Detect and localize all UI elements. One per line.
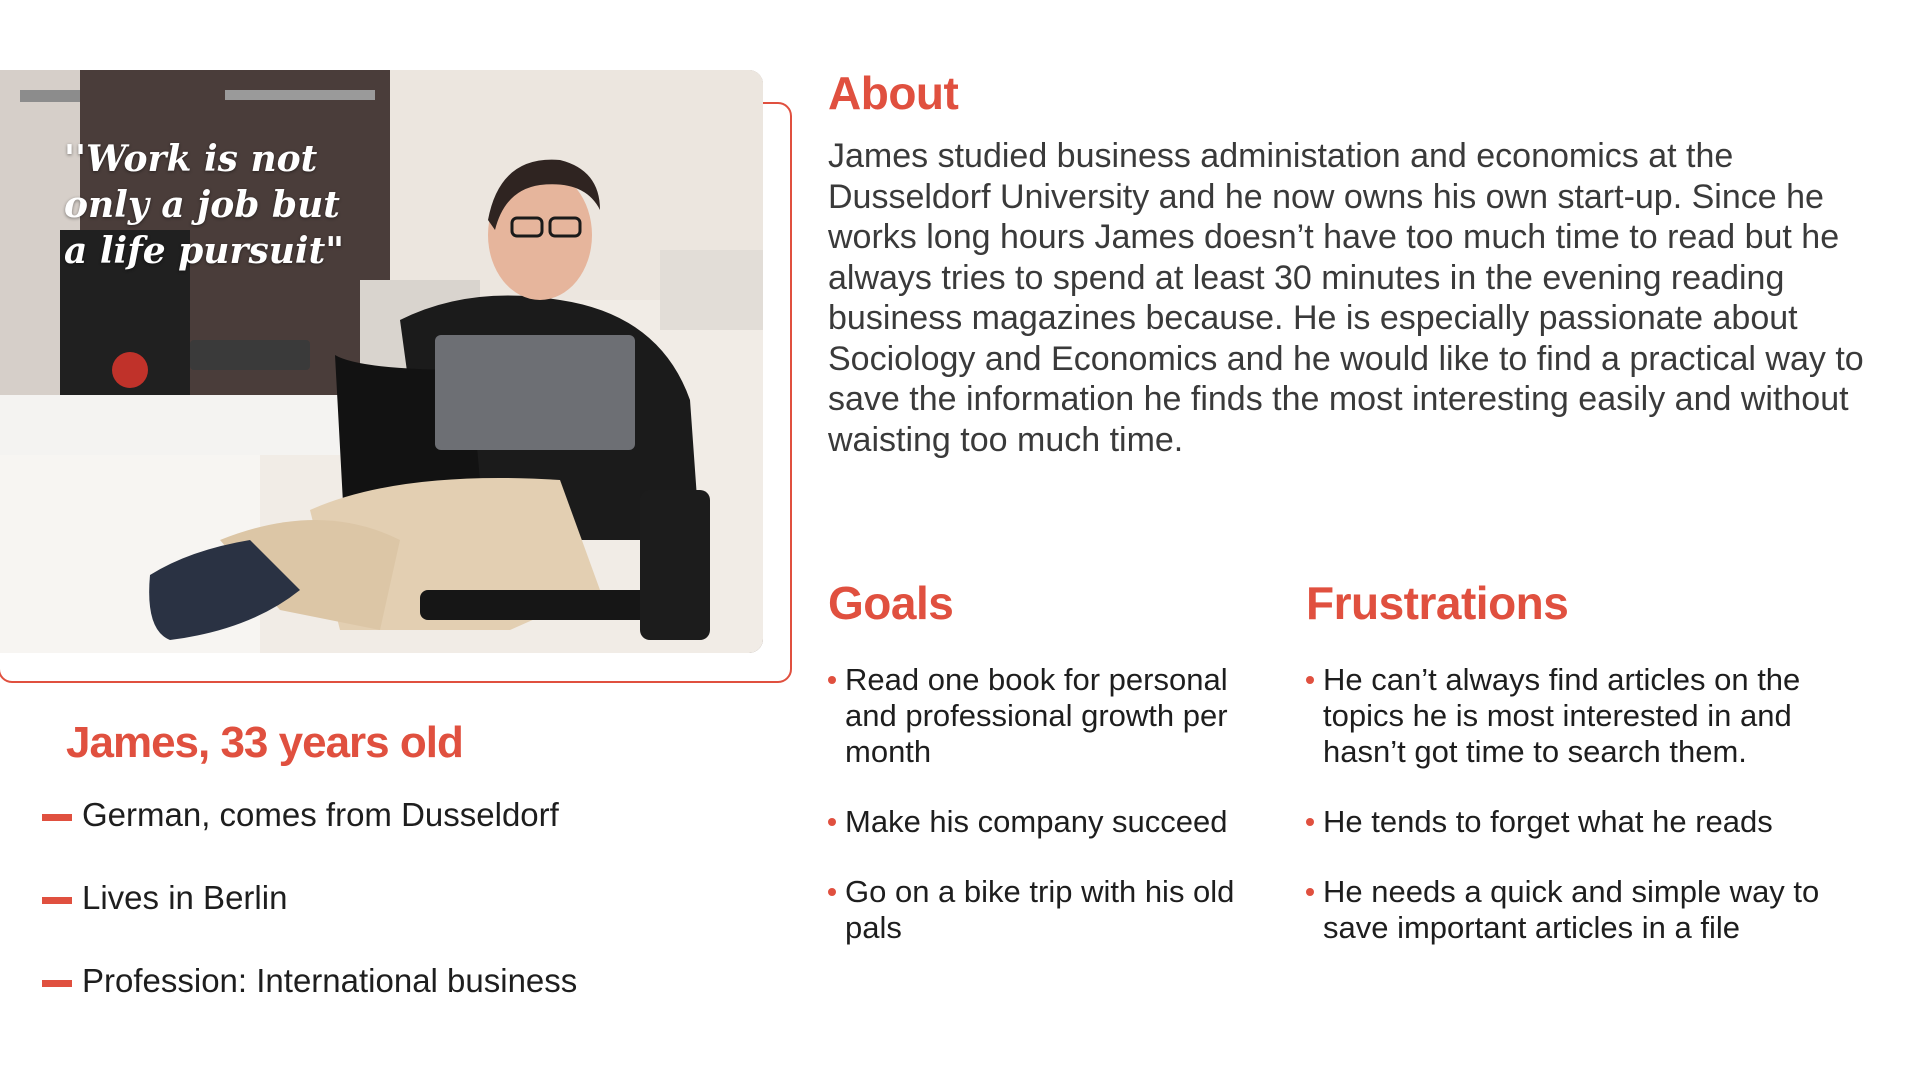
dash-bullet-icon <box>42 814 72 821</box>
frustration-item: He can’t always find articles on the topics he is most interested in and hasn’t got time to search them. <box>1306 662 1876 770</box>
dot-bullet-icon <box>828 676 836 684</box>
persona-quote: ''Work is not only a job but a life pursuit" <box>64 138 344 272</box>
dot-bullet-icon <box>1306 676 1314 684</box>
dot-bullet-icon <box>1306 818 1314 826</box>
goals-heading: Goals <box>828 577 954 629</box>
frustration-item: He needs a quick and simple way to save important articles in a file <box>1306 874 1876 946</box>
dot-bullet-icon <box>828 888 836 896</box>
fact-item: Lives in Berlin <box>42 878 577 961</box>
goal-item: Make his company succeed <box>828 804 1248 840</box>
dot-bullet-icon <box>1306 888 1314 896</box>
persona-facts-list <box>42 795 577 1044</box>
frustration-item: He tends to forget what he reads <box>1306 804 1876 840</box>
persona-photo <box>0 70 763 653</box>
dot-bullet-icon <box>828 818 836 826</box>
goals-list <box>828 662 1248 980</box>
frustrations-list <box>1306 662 1876 980</box>
goal-item: Read one book for personal and professional growth per month <box>828 662 1248 770</box>
about-text: James studied business administation and economics at the Dusseldorf University and he now owns his own start-up. Since he works long hours James doesn’t have too much time to read but he always tries to spend at least 30 minutes in the evening reading business magazines because. He is especially passionate about Sociology and Economics and he would like to find a practical way to save the information he finds the most interesting easily and without waisting too much time. <box>828 137 1864 459</box>
fact-item: German, comes from Dusseldorf <box>42 795 577 878</box>
frustrations-heading: Frustrations <box>1306 577 1569 629</box>
persona-name: James, 33 years old <box>66 718 463 767</box>
dash-bullet-icon <box>42 980 72 987</box>
fact-item: Profession: International business <box>42 961 577 1044</box>
goal-item: Go on a bike trip with his old pals <box>828 874 1248 946</box>
dash-bullet-icon <box>42 897 72 904</box>
about-heading: About <box>828 67 959 119</box>
